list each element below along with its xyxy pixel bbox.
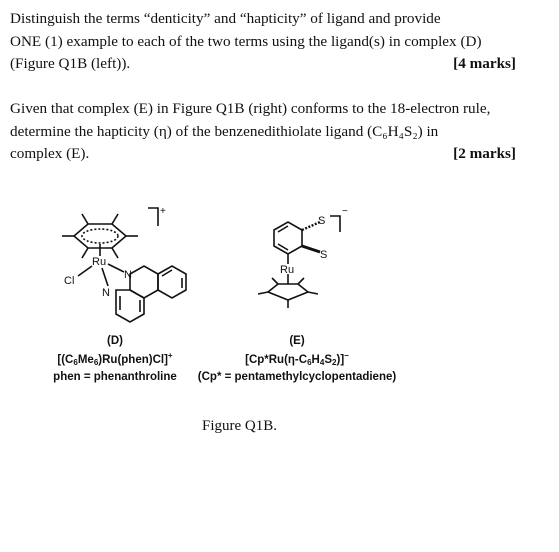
q2-line-1: Given that complex (E) in Figure Q1B (right) conforms to the 18-electron rule, <box>10 100 491 117</box>
complex-d-label: (D) <box>107 335 123 347</box>
s2-label: S <box>320 249 328 261</box>
complex-e-formula: $[Cp*Ru(\eta-C_6H_4S_2)]^-$ <box>245 350 349 367</box>
ru-label-e: Ru <box>280 264 295 276</box>
q1-line-2: ONE (1) example to each of the two terms using the ligand(s) in complex (D) <box>10 32 482 50</box>
n2-label: N <box>102 287 110 299</box>
q1-line-3 <box>10 53 516 76</box>
cl-label: Cl <box>64 275 75 287</box>
charge-d: + <box>160 206 166 217</box>
question-2 <box>10 98 516 166</box>
s1-label: S <box>318 215 326 227</box>
complex-d-note: phen = phenanthroline <box>53 370 177 383</box>
complex-e-note: (Cp* = pentamethylcyclopentadiene) <box>197 370 397 383</box>
q2-marks: [2 marks] <box>453 145 516 162</box>
q2-line-2: determine the hapticity (η) of the benzenedithiolate ligand (C₆H₄S₂) in <box>10 122 439 140</box>
q2-line-3 <box>10 143 516 166</box>
complex-d-formula: $[(C_6Me_6)Ru(phen)Cl]^+$ <box>57 350 173 367</box>
ru-label-d: Ru <box>92 256 107 268</box>
complex-d-caption <box>30 334 200 384</box>
question-1 <box>10 8 516 76</box>
q1-line-1: Distinguish the terms “denticity” and “hapticity” of ligand and provide <box>10 10 441 27</box>
complex-d-structure <box>56 200 206 330</box>
figure-caption: Figure Q1B. <box>202 418 277 434</box>
complex-e-label: (E) <box>289 335 305 347</box>
q1-marks: [4 marks] <box>453 55 516 72</box>
q1-line-3-text: (Figure Q1B (left)). <box>10 55 131 72</box>
complex-e-structure <box>250 200 360 310</box>
complex-e-caption <box>192 334 402 384</box>
q2-line-3-text: complex (E). <box>10 145 90 162</box>
charge-e: − <box>342 206 348 217</box>
n1-label: N <box>124 269 132 281</box>
